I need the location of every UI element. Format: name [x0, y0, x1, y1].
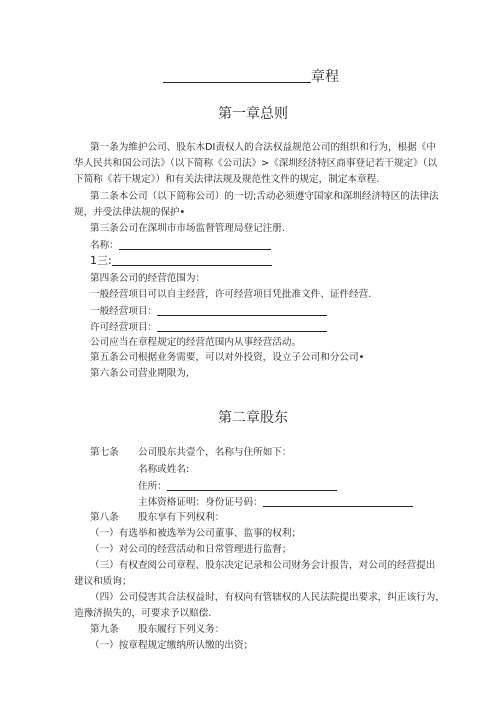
holder-name-line: 名称或姓名: [138, 464, 190, 475]
article8-number: 第八条 [90, 512, 119, 523]
holder-id-blank [263, 496, 413, 507]
company-name-blank [163, 72, 311, 83]
article3: 第三条公司在深圳市市场监督管理局登记注册. [90, 223, 285, 234]
article9-number: 第九条 [90, 624, 119, 635]
article1-line1: 第一条为维护公司、股东木DI责权人的合法权益规范公司的组织和行为，根据《中 [90, 142, 436, 153]
holder-address-line [138, 480, 337, 493]
right-4-line2: 造豫济损失的，可要求予以赔偿. [74, 608, 212, 619]
article4: 第四条公司的经营范围为： [90, 273, 206, 284]
company-name-line [90, 239, 271, 252]
holder-id-line [138, 496, 413, 509]
article7-number: 第七条 [90, 447, 119, 458]
document-title [163, 69, 339, 85]
holder-address-label: 住所： [138, 481, 167, 492]
title-text: 章程 [311, 69, 339, 85]
name-blank [119, 239, 271, 250]
general-label: 一般经营项目： [90, 306, 158, 317]
article1-line3: 下简称《若干规定》）和有关法律法规及规范性文件的规定，制定本章程. [74, 174, 380, 185]
licensed-label: 许可经营项目： [90, 322, 158, 333]
general-blank [157, 305, 327, 316]
holder-address-blank [167, 480, 337, 491]
article7-text: 公司股东共壹个，名称与住所如下： [138, 447, 292, 458]
article9 [90, 624, 224, 636]
article8 [90, 512, 224, 524]
address-blank [112, 255, 272, 266]
article2-line1: 第二条本公司（以下简称公司）的一切;舌动必须遵守国家和深圳经济特区的法律法 [90, 191, 439, 202]
address-line [90, 254, 272, 268]
right-3-line2: 建议和质询； [74, 576, 132, 587]
licensed-blank [157, 321, 327, 332]
article9-text: 股东履行下列义务： [138, 624, 225, 635]
chapter2-heading: 第二章股东 [218, 410, 288, 426]
right-1: （一）有选举和被选举为公司董事、监事的权利； [90, 528, 302, 539]
article4-scope-note: 公司应当在章程规定的经营范围内从事经营活动。 [90, 337, 302, 348]
licensed-business-line [90, 321, 327, 334]
article2-line2: 规，并受法律法规的保护• [74, 207, 186, 218]
general-business-line [90, 305, 327, 318]
article6: 第六条公司营业期限为, [90, 368, 189, 379]
name-label: 名称： [90, 240, 119, 251]
address-label: 1三: [90, 254, 112, 267]
holder-id-label: 主体资格证明：身份证号码： [138, 497, 263, 508]
article1-line2: 华人民共和国公司法》（以下简称《公司法》>《深圳经济特区商事登记若干规定》（以 [74, 158, 437, 169]
chapter1-heading: 第一章总则 [218, 106, 288, 122]
article8-text: 股东享有下列权利： [138, 512, 225, 523]
right-3-line1: （三）有权查阅公司章程、股东决定记录和公司财务会计报告，对公司的经营提出 [90, 560, 436, 571]
article4-general-note: 一般经营项目可以自主经营，许可经营项目凭批准文件、证件经营. [90, 289, 372, 300]
duty-1: （一）按章程规定缴纳所认缴的出资； [90, 640, 254, 651]
right-2: （一）对公司的经营活动和日常管理进行监督； [90, 544, 292, 555]
right-4-line1: （四）公司侵害其合法权益时，有权向有管辖权的人民法院提出要求，纠正该行为， [90, 592, 445, 603]
article5: 第五条公司根据业务需要，可以对外投资，设立子公司和分公司• [90, 352, 365, 363]
article7 [90, 447, 292, 459]
